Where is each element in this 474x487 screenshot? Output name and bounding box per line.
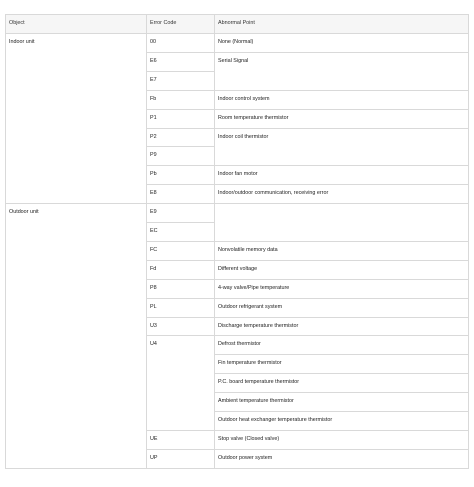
code-divider bbox=[146, 146, 214, 147]
error-code-cell: Fd bbox=[150, 265, 157, 272]
abnormal-point-cell: Stop valve (Closed valve) bbox=[218, 435, 280, 442]
error-code-cell: P9 bbox=[150, 152, 157, 159]
point-divider bbox=[214, 298, 469, 299]
point-divider bbox=[214, 260, 469, 261]
error-code-cell: EC bbox=[150, 228, 158, 234]
point-divider bbox=[214, 430, 469, 431]
abnormal-point-cell: Defrost thermistor bbox=[218, 341, 261, 348]
abnormal-point-cell: Fin temperature thermistor bbox=[218, 360, 282, 367]
code-divider bbox=[146, 317, 214, 318]
error-code-cell: UP bbox=[150, 454, 158, 461]
point-divider bbox=[214, 317, 469, 318]
error-code-cell: E6 bbox=[150, 57, 157, 64]
error-code-cell: E9 bbox=[150, 209, 157, 216]
code-divider bbox=[146, 222, 214, 223]
error-code-cell: FC bbox=[150, 246, 158, 253]
header-cell: Abnormal Point bbox=[214, 14, 469, 33]
code-divider bbox=[146, 128, 214, 129]
code-divider bbox=[146, 109, 214, 110]
abnormal-point-cell: P.C. board temperature thermistor bbox=[218, 379, 300, 386]
code-divider bbox=[146, 184, 214, 185]
abnormal-point-cell: Ambient temperature thermistor bbox=[218, 398, 294, 405]
point-divider bbox=[214, 392, 469, 393]
error-code-cell: PL bbox=[150, 303, 157, 310]
table-border-left bbox=[5, 14, 6, 468]
point-divider bbox=[214, 354, 469, 355]
abnormal-point-cell: Indoor fan motor bbox=[218, 171, 258, 178]
error-code-cell: P2 bbox=[150, 133, 157, 140]
point-divider bbox=[214, 128, 469, 129]
point-divider bbox=[214, 411, 469, 412]
code-divider bbox=[146, 335, 214, 336]
abnormal-point-cell: Different voltage bbox=[218, 265, 258, 272]
abnormal-point-cell: Outdoor refrigerant system bbox=[218, 303, 283, 310]
error-code-cell: P8 bbox=[150, 284, 157, 291]
error-code-cell: UE bbox=[150, 435, 158, 442]
error-code-cell: Pb bbox=[150, 171, 157, 178]
point-divider bbox=[214, 449, 469, 450]
object-cell: Outdoor unit bbox=[9, 209, 39, 216]
abnormal-point-cell: Indoor/outdoor communication, receiving error bbox=[218, 190, 329, 197]
abnormal-point-cell: 4-way valve/Pipe temperature bbox=[218, 284, 290, 291]
error-code-cell: Fb bbox=[150, 95, 157, 102]
point-divider bbox=[214, 279, 469, 280]
point-divider bbox=[214, 373, 469, 374]
table-border-bottom bbox=[5, 468, 469, 469]
object-cell: Indoor unit bbox=[9, 39, 35, 45]
error-code-cell: U3 bbox=[150, 322, 157, 329]
point-divider bbox=[214, 109, 469, 110]
code-divider bbox=[146, 298, 214, 299]
header-cell: Object bbox=[5, 14, 146, 33]
abnormal-point-cell: Outdoor power system bbox=[218, 454, 273, 461]
error-code-table bbox=[5, 14, 469, 469]
header-cell: Error Code bbox=[146, 14, 214, 33]
object-divider bbox=[5, 203, 469, 204]
error-code-cell: E8 bbox=[150, 190, 157, 197]
code-divider bbox=[146, 71, 214, 72]
header-divider bbox=[5, 33, 469, 34]
abnormal-point-cell: Discharge temperature thermistor bbox=[218, 322, 299, 329]
point-divider bbox=[214, 165, 469, 166]
code-divider bbox=[146, 241, 214, 242]
code-divider bbox=[146, 52, 214, 53]
error-code-cell: E7 bbox=[150, 76, 157, 83]
error-code-cell: U4 bbox=[150, 341, 157, 348]
abnormal-point-cell: Room temperature thermistor bbox=[218, 114, 289, 121]
point-divider bbox=[214, 241, 469, 242]
code-divider bbox=[146, 203, 214, 204]
code-divider bbox=[146, 90, 214, 91]
point-divider bbox=[214, 335, 469, 336]
table-border-top bbox=[5, 14, 469, 15]
code-divider bbox=[146, 430, 214, 431]
abnormal-point-cell: None (Normal) bbox=[218, 39, 254, 45]
code-divider bbox=[146, 449, 214, 450]
error-code-cell: 00 bbox=[150, 39, 156, 45]
abnormal-point-cell: Indoor control system bbox=[218, 95, 270, 102]
point-divider bbox=[214, 90, 469, 91]
abnormal-point-cell: Indoor coil thermistor bbox=[218, 133, 269, 140]
code-divider bbox=[146, 260, 214, 261]
point-divider bbox=[214, 52, 469, 53]
code-divider bbox=[146, 279, 214, 280]
error-code-cell: P1 bbox=[150, 114, 157, 121]
code-divider bbox=[146, 165, 214, 166]
abnormal-point-cell: Serial Signal bbox=[218, 57, 249, 64]
abnormal-point-cell: Outdoor heat exchanger temperature thermistor bbox=[218, 417, 333, 423]
point-divider bbox=[214, 184, 469, 185]
abnormal-point-cell: Nonvolatile memory data bbox=[218, 246, 278, 253]
